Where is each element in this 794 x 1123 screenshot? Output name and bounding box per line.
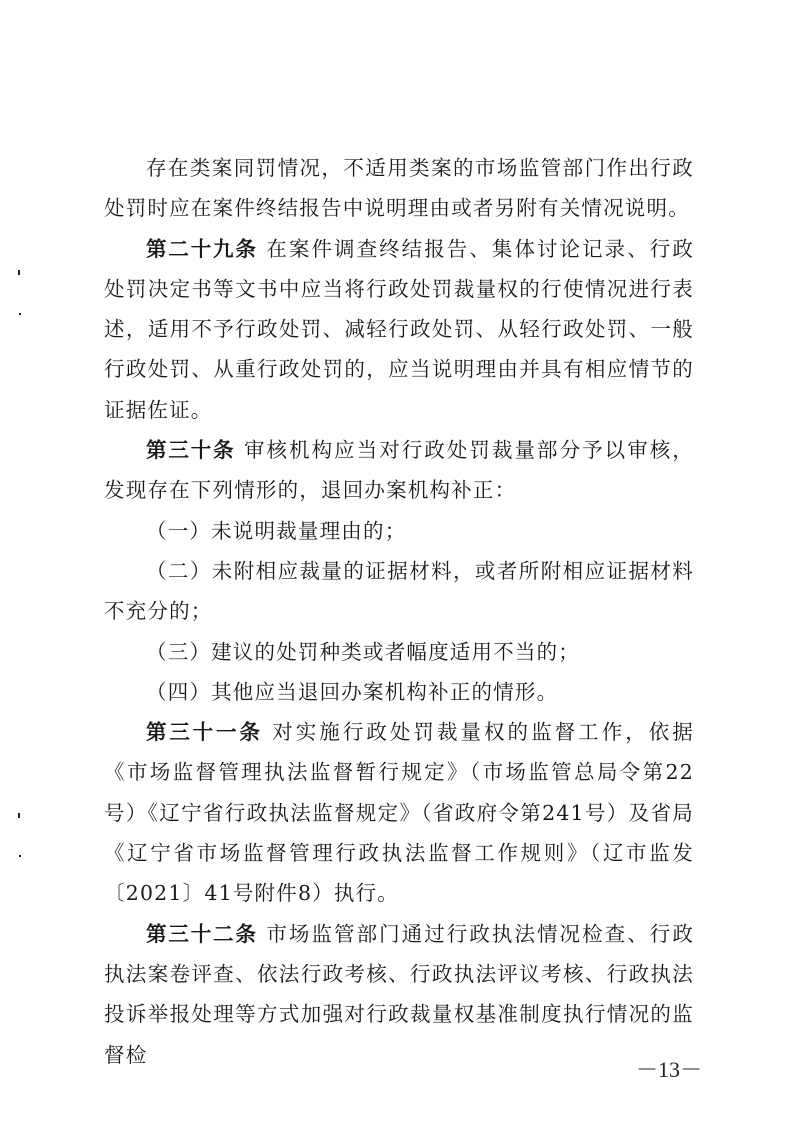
- article-title: 第三十一条: [146, 720, 263, 745]
- list-item-3: [104, 632, 694, 672]
- paragraph-text: 审核机构应当对行政处罚裁量部分予以审核，发现存在下列情形的，退回办案机构补正：: [104, 438, 695, 503]
- paragraph-text: 对实施行政处罚裁量权的监督工作，依据《市场监督管理执法监督暂行规定》（市场监管总局令第22号）《辽宁省行政执法监督规定》（省政府令第241号）及省局《辽宁省市场监督管理行政执法监督工作规则》（辽市监发〔2021〕41号附件8）执行。: [104, 720, 694, 906]
- paragraph-text: 在案件调查终结报告、集体讨论记录、行政处罚决定书等文书中应当将行政处罚裁量权的行使情况进行表述，适用不予行政处罚、减轻行政处罚、从轻行政处罚、一般行政处罚、从重行政处罚的，应当说明理由并具有相应情节的证据佐证。: [104, 236, 695, 422]
- article-title: 第二十九条: [146, 236, 258, 261]
- list-item-2: [104, 551, 694, 632]
- article-title: 第三十二条: [146, 921, 258, 946]
- binding-mark: [19, 855, 21, 857]
- paragraph-continuation: [104, 148, 694, 229]
- paragraph-text: （二）未附相应裁量的证据材料，或者所附相应证据材料不充分的；: [104, 558, 694, 624]
- article-title: 第三十条: [146, 438, 236, 463]
- list-item-4: [104, 672, 694, 712]
- binding-mark: [18, 270, 20, 275]
- article-30: [104, 430, 694, 511]
- paragraph-text: 存在类案同罚情况，不适用类案的市场监管部门作出行政处罚时应在案件终结报告中说明理由或者另附有关情况说明。: [104, 156, 694, 221]
- binding-mark: [18, 813, 20, 818]
- binding-mark: [19, 313, 21, 315]
- article-29: [104, 229, 694, 430]
- paragraph-text: （一）未说明裁量理由的；: [146, 518, 407, 543]
- document-body: [104, 148, 694, 1075]
- article-31: [104, 712, 694, 913]
- paragraph-text: 市场监管部门通过行政执法情况检查、行政执法案卷评查、依法行政考核、行政执法评议考核、行政执法投诉举报处理等方式加强对行政裁量权基准制度执行情况的监督检: [104, 921, 695, 1067]
- paragraph-text: （三）建议的处罚种类或者幅度适用不当的；: [146, 639, 580, 664]
- article-32: [104, 914, 694, 1075]
- page-number: －13－: [636, 1057, 703, 1082]
- list-item-1: [104, 511, 694, 551]
- paragraph-text: （四）其他应当退回办案机构补正的情形。: [146, 679, 559, 704]
